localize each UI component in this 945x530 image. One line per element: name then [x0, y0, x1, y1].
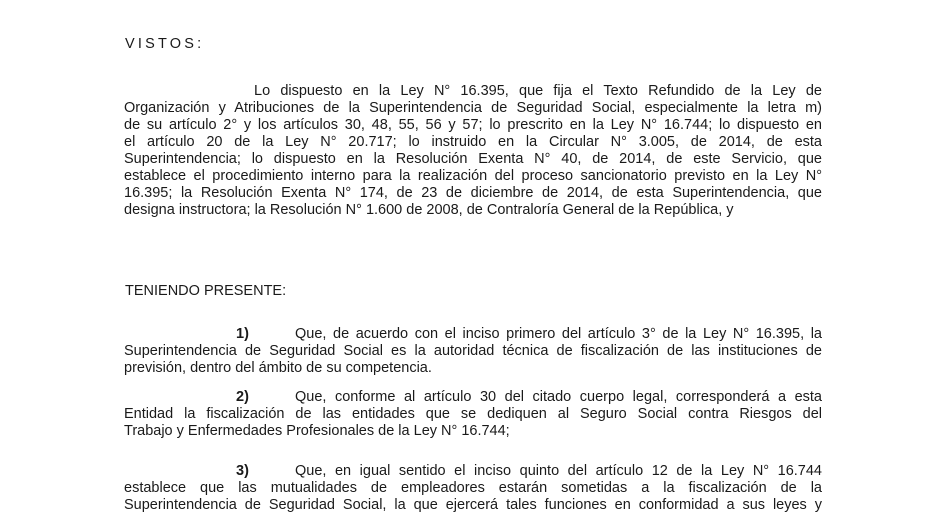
item-line: Entidad la fiscalización de las entidades que se dediquen al Seguro Social contra Riesgos del	[124, 406, 822, 422]
item-number: 2)	[236, 389, 249, 405]
section-heading-vistos: VISTOS:	[125, 36, 205, 52]
item-line: previsión, dentro del ámbito de su competencia.	[124, 360, 432, 376]
vistos-line: Superintendencia; lo dispuesto en la Resolución Exenta N° 40, de 2014, de este Servicio, que	[124, 151, 822, 167]
item-number: 1)	[236, 326, 249, 342]
vistos-line: de su artículo 2° y los artículos 30, 48, 55, 56 y 57; lo prescrito en la Ley N° 16.744; lo dispuesto en	[124, 117, 822, 133]
vistos-line: Organización y Atribuciones de la Superintendencia de Seguridad Social, especialmente la letra m)	[124, 100, 822, 116]
item-line: Superintendencia de Seguridad Social es la autoridad técnica de fiscalización de las instituciones de	[124, 343, 822, 359]
section-heading-teniendo-presente: TENIENDO PRESENTE:	[125, 283, 287, 299]
item-line: Superintendencia de Seguridad Social, la que ejercerá tales funciones en conformidad a sus leyes y	[124, 497, 822, 513]
vistos-line: el artículo 20 de la Ley N° 20.717; lo instruido en la Circular N° 3.005, de 2014, de esta	[124, 134, 822, 150]
item-number: 3)	[236, 463, 249, 479]
vistos-line: designa instructora; la Resolución N° 1.600 de 2008, de Contraloría General de la República, y	[124, 202, 734, 218]
item-first-line: Que, conforme al artículo 30 del citado cuerpo legal, corresponderá a esta	[295, 389, 822, 405]
vistos-line: Lo dispuesto en la Ley N° 16.395, que fija el Texto Refundido de la Ley de	[254, 83, 822, 99]
item-first-line: Que, de acuerdo con el inciso primero del artículo 3° de la Ley N° 16.395, la	[295, 326, 822, 342]
item-first-line: Que, en igual sentido el inciso quinto del artículo 12 de la Ley N° 16.744	[295, 463, 822, 479]
vistos-line: 16.395; la Resolución Exenta N° 174, de 23 de diciembre de 2014, de esta Superintendencia, que	[124, 185, 822, 201]
vistos-line: establece el procedimiento interno para la realización del proceso sancionatorio previsto en la Ley N°	[124, 168, 822, 184]
item-line: Trabajo y Enfermedades Profesionales de la Ley N° 16.744;	[124, 423, 510, 439]
item-line: establece que las mutualidades de empleadores estarán sometidas a la fiscalización de la	[124, 480, 822, 496]
